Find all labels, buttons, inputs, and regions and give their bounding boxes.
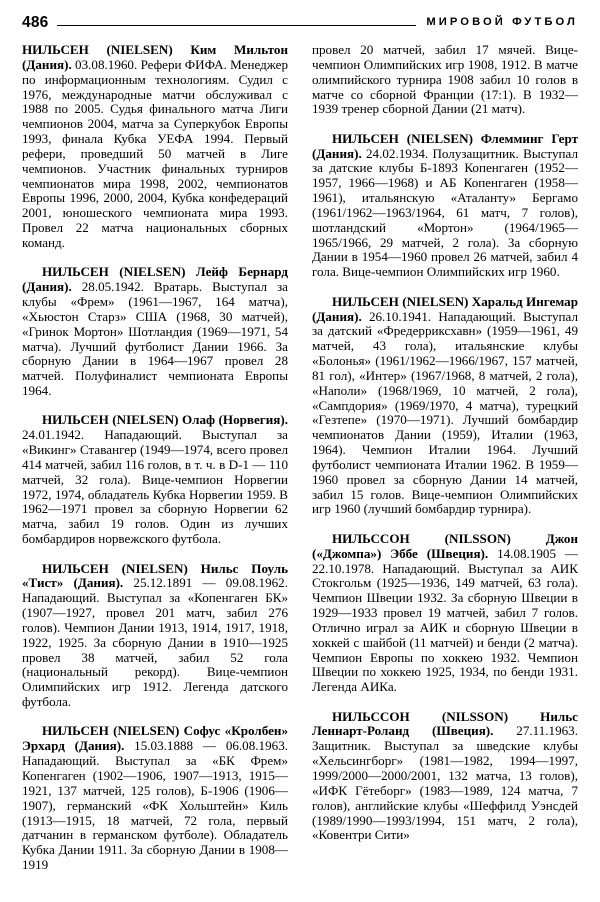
headword: НИЛЬССОН (NILSSON) Нильс Леннарт-Роланд (Швеция). — [312, 708, 578, 739]
entry-body: 24.02.1934. Полузащитник. Выступал за датские клубы Б-1893 Копенгаген (1952—1957, 1966—1968) и АБ Копенгаген (1958—1961), итальянскую «Аталанту» Бергамо (1961/1962—1963/1964, 61 матч, 7 голов), шотландский «Мортон» (1964/1965—1965/1966, 29 матчей, 2 гола). За сборную Дании в 1954—1960 провел 26 матчей, забил 4 гола. Вице-чемпион Олимпийских игр 1960. — [312, 145, 578, 280]
entry-body: 26.10.1941. Нападающий. Выступал за датский «Фредерриксхавн» (1959—1961, 49 матчей, 43 гола), итальянские клубы «Болонья» (1961/1962—1966/1967, 157 матчей, 81 гол), «Интер» (1967/1968, 8 матчей, 2 гола), «Наполи» (1968/1969, 10 матчей, 2 гола), «Сампдория» (1969/1970, 4 матча), турецкий «Гезтепе» (1970—1971). Лучший бомбардир чемпионатов Дании (1959), Италии (1963, 1964). Чемпион Италии 1964. Лучший футболист чемпионата Италии 1962. В 1959—1960 провел за сборную Дании 14 матчей, забил 15 голов. Вице-чемпион Олимпийских игр 1960 (лучший бомбардир турнира). — [312, 308, 578, 517]
headword: НИЛЬСЕН (NIELSEN) Олаф (Норвегия). — [42, 412, 288, 428]
headword: НИЛЬСЕН (NIELSEN) Харальд Ингемар (Дания). — [312, 293, 578, 324]
entry-body: 27.11.1963. Защитник. Выступал за шведские клубы «Хельсингборг» (1981—1982, 1994—1997, 1999/2000—2000/2001, 132 матча, 13 голов), «ИФК Гётеборг» (1983—1989, 124 матча, 7 голов), английские клубы «Шеффилд Уэнсдей (1989/1990—1993/1994, 151 матч, 2 гола), «Ковентри Сити» — [312, 723, 578, 843]
entry-body: 24.01.1942. Нападающий. Выступал за «Викинг» Ставангер (1949—1974, всего провел 414 матчей, забил 116 голов, в т. ч. в D-1 — 110 матчей, 32 гола). Вице-чемпион Норвегии 1972, 1974, обладатель Кубка Норвегии 1959. В 1962—1971 провел за сборную Норвегии 62 матча, забил 19 голов. Один из лучших бомбардиров норвежского футбола. — [22, 427, 288, 547]
entry-nielsen-nils-poul-tist — [22, 562, 288, 710]
entry-body: провел 20 матчей, забил 17 мячей. Вице-чемпион Олимпийских игр 1908, 1912. В матче олимпийского турнира 1908 забил 10 голов в матче со сборной Франции (17:1). В 1932—1939 тренер сборной Дании (21 матч). — [312, 42, 578, 117]
running-header — [22, 12, 578, 34]
entry-body: 25.12.1891 — 09.08.1962. Нападающий. Выступал за «Копенгаген БК» (1907—1927, провел 201 матч, забил 276 голов). Чемпион Дании 1913, 1914, 1917, 1918, 1922, 1925. За сборную Дании в 1910—1925 провел 38 матчей, забил 52 гола (национальный рекорд). Вице-чемпион Олимпийских игр 1912. Легенда датского футбола. — [22, 575, 288, 710]
entry-body: 15.03.1888 — 06.08.1963. Нападающий. Выступал за «БК Фрем» Копенгаген (1902—1906, 1907—1913, 1915—1921, 137 матчей, 125 голов), Б-1906 (1906—1907), германский «ФК Хольштейн» Киль (1913—1915, 18 матчей, 72 гола, первый датчанин в германском футболе). Обладатель Кубка Дании 1911. За сборную Дании в 1908—1919 — [22, 738, 289, 873]
headword: НИЛЬСЕН (NIELSEN) Нильс Поуль «Тист» (Дания). — [22, 560, 288, 591]
entry-nilsson-nils-lennart-roland — [312, 710, 578, 844]
entry-nielsen-sofus-continuation — [312, 43, 578, 117]
headword: НИЛЬСЕН (NIELSEN) Ким Мильтон (Дания). — [22, 42, 288, 72]
entry-nilsson-john-jompa-ebbe — [312, 532, 578, 695]
entry-body: 03.08.1960. Рефери ФИФА. Менеджер по информационным технологиям. Судил с 1976, международные матчи обслуживал с 1988 по 2005. Судья финального матча Лиги чемпионов 2004, матча за Суперкубок Европы 1993, финала Кубка УЕФА 1994. Первый рефери, проведший 50 матчей в Лиге чемпионов. Участник финальных турниров чемпионатов мира 1998, 2002, чемпионатов Европы 1996, 2000, 2004, Кубка конфедераций 2001, юношеского чемпионата мира 1993. Провел 22 матча национальных сборных команд. — [22, 56, 288, 250]
entry-nielsen-leif-bernard — [22, 265, 288, 399]
header-title: МИРОВОЙ ФУТБОЛ — [426, 16, 578, 29]
entry-body: 14.08.1905 — 22.10.1978. Нападающий. Выступал за АИК Стокгольм (1925—1936, 149 матчей, 63 гола). Чемпион Швеции 1932. За сборную Швеции в 1929—1933 провел 19 матчей, забил 7 голов. Отлично играл за АИК и сборную Швеции в хоккей с шайбой (11 матчей) и бенди (2 матча). Чемпион Европы по хоккею 1932. Чемпион Швеции по хоккею 1925, 1934, по бенди 1931. Легенда АИКа. — [312, 545, 579, 695]
page-number: 486 — [22, 14, 49, 32]
entry-nielsen-kim-milton — [22, 43, 288, 251]
text-columns — [22, 43, 578, 893]
headword: НИЛЬССОН (NILSSON) Джон («Джомпа») Эббе (Швеция). — [312, 530, 578, 561]
column-right — [312, 43, 578, 893]
entry-nielsen-flemming-gert — [312, 132, 578, 280]
entry-body: 28.05.1942. Вратарь. Выступал за клубы «Фрем» (1961—1967, 164 матча), «Хьюстон Старз» США (1968, 30 матчей), «Гринок Мортон» Шотландия (1969—1971, 54 матча). Лучший футболист Дании 1966. За сборную Дании в 1964—1967 провел 28 матчей. Полуфиналист чемпионата Европы 1964. — [22, 279, 288, 399]
header-rule — [57, 25, 416, 26]
headword: НИЛЬСЕН (NIELSEN) Лейф Бернард (Дания). — [22, 264, 288, 295]
entry-nielsen-harald-ingemar — [312, 295, 578, 518]
headword: НИЛЬСЕН (NIELSEN) Софус «Кролбен» Эрхард (Дания). — [22, 723, 288, 754]
column-left — [22, 43, 288, 893]
headword: НИЛЬСЕН (NIELSEN) Флемминг Герт (Дания). — [312, 130, 578, 161]
entry-nielsen-sofus-krolben-erhard — [22, 724, 288, 872]
entry-nielsen-olaf — [22, 413, 288, 547]
